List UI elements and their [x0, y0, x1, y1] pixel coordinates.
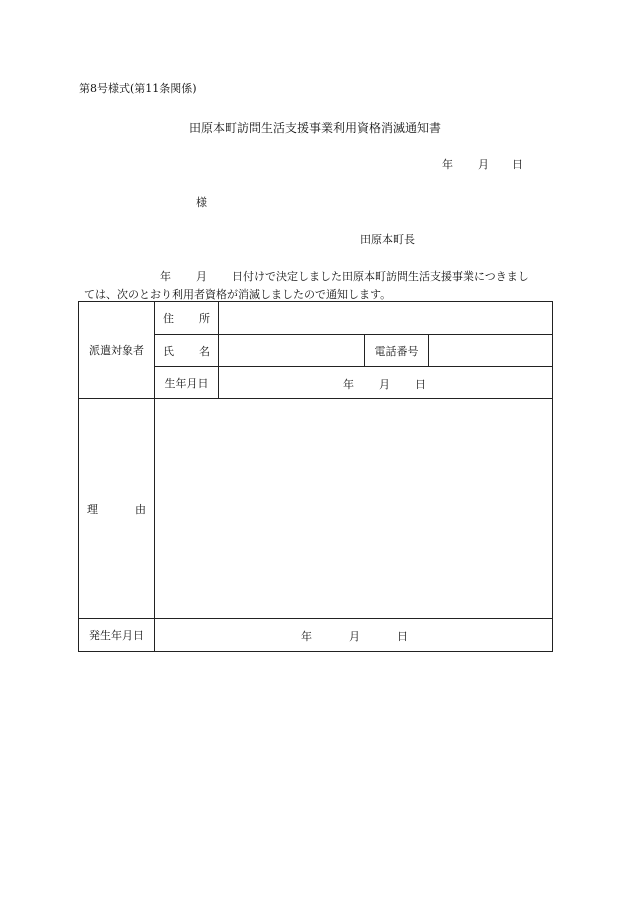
date-header-year: 年	[442, 158, 453, 171]
occurrence-year: 年	[301, 630, 312, 643]
issuer-name: 田原本町長	[360, 233, 415, 246]
address-label-cell	[155, 302, 219, 335]
name-field[interactable]	[219, 335, 365, 367]
address-label-char1: 住	[163, 312, 174, 325]
phone-label: 電話番号	[365, 335, 429, 367]
body-line1-rest: 日付けで決定しました田原本町訪問生活支援事業につきまし	[232, 270, 529, 283]
reason-field[interactable]	[155, 399, 553, 619]
reason-label-cell	[79, 399, 155, 619]
body-line2: ては、次のとおり利用者資格が消滅しましたので通知します。	[84, 288, 392, 301]
birth-month: 月	[379, 377, 390, 391]
name-label-char2: 名	[199, 344, 210, 358]
body-month: 月	[196, 270, 207, 283]
body-year: 年	[160, 270, 171, 283]
birth-date-label: 生年月日	[155, 367, 219, 399]
phone-field[interactable]	[429, 335, 553, 367]
document-title: 田原本町訪問生活支援事業利用資格消滅通知書	[189, 121, 442, 135]
name-label-char1: 氏	[163, 344, 174, 358]
reason-label-char2: 由	[135, 502, 146, 516]
address-field[interactable]	[219, 302, 553, 335]
name-label-cell	[155, 335, 219, 367]
addressee-suffix: 様	[196, 196, 207, 209]
birth-day: 日	[415, 377, 426, 391]
address-label-char2: 所	[199, 312, 210, 325]
date-header-day: 日	[512, 158, 523, 171]
birth-year: 年	[343, 377, 354, 391]
reason-label-char1: 理	[87, 502, 98, 516]
occurrence-date-field[interactable]	[155, 619, 553, 652]
birth-date-field[interactable]	[219, 367, 553, 399]
target-person-label: 派遣対象者	[79, 302, 155, 399]
occurrence-day: 日	[397, 630, 408, 643]
date-header-month: 月	[478, 158, 489, 171]
notice-table	[78, 301, 553, 652]
form-number: 第8号様式(第11条関係)	[79, 82, 197, 95]
occurrence-date-label: 発生年月日	[79, 619, 155, 652]
occurrence-month: 月	[349, 630, 360, 643]
